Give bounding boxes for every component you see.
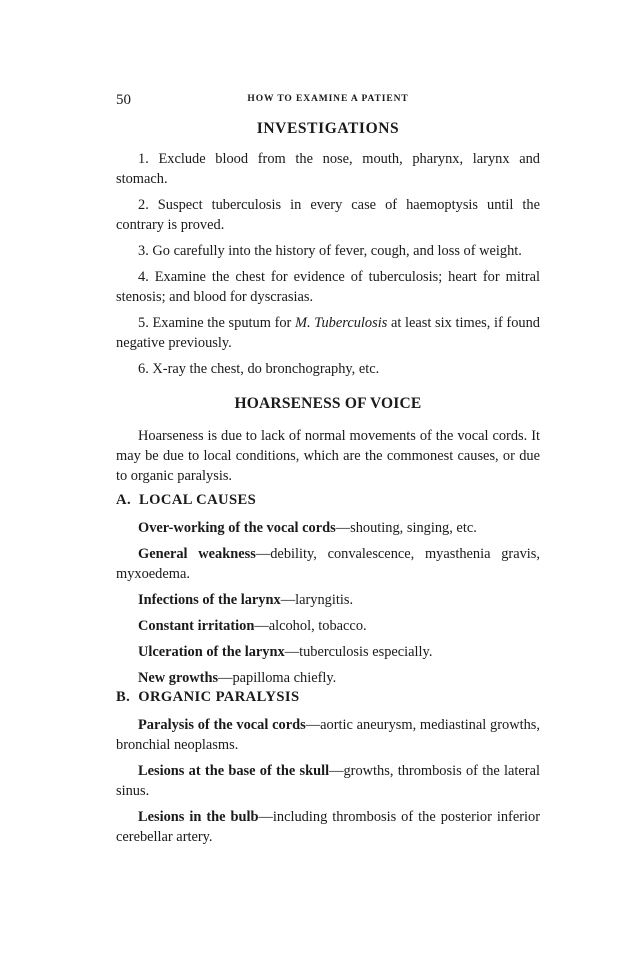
cause-desc: —tuberculosis especially. bbox=[284, 644, 433, 660]
local-cause-item bbox=[116, 518, 540, 538]
investigations-section bbox=[116, 120, 540, 379]
investigations-title: INVESTIGATIONS bbox=[256, 120, 400, 137]
investigation-item-5 bbox=[116, 313, 540, 353]
organic-paralysis-heading bbox=[116, 689, 540, 706]
cause-term: Infections of the larynx bbox=[138, 592, 281, 608]
cause-term: Constant irritation bbox=[138, 618, 255, 634]
cause-desc: —debility, convalescence, myasthenia gravis, myxoedema. bbox=[116, 546, 540, 582]
cause-desc: —alcohol, tobacco. bbox=[254, 618, 367, 634]
cause-term: Over-working of the vocal cords bbox=[138, 520, 336, 536]
cause-desc: —laryngitis. bbox=[280, 592, 354, 608]
paralysis-cause-item bbox=[116, 761, 540, 801]
local-cause-item bbox=[116, 616, 540, 636]
organic-paralysis-letter: B. bbox=[116, 689, 131, 705]
investigation-item-1: 1. Exclude blood from the nose, mouth, pharynx, larynx and stomach. bbox=[116, 151, 540, 187]
investigation-item-3: 3. Go carefully into the history of fever, cough, and loss of weight. bbox=[138, 243, 522, 259]
investigation-item-5-before: 5. Examine the sputum for bbox=[138, 315, 296, 331]
paralysis-cause-item bbox=[116, 715, 540, 755]
investigation-item-6: 6. X-ray the chest, do bronchography, etc. bbox=[138, 361, 380, 377]
local-cause-item bbox=[116, 590, 540, 610]
local-causes-letter: A. bbox=[116, 492, 131, 508]
cause-term: New growths bbox=[138, 670, 219, 686]
cause-term: Ulceration of the larynx bbox=[138, 644, 285, 660]
cause-term: Paralysis of the vocal cords bbox=[138, 717, 306, 733]
page-number: 50 bbox=[116, 92, 131, 108]
cause-desc: —aortic aneurysm, mediastinal growths, bronchial neoplasms. bbox=[116, 717, 540, 753]
local-cause-item bbox=[116, 544, 540, 584]
page-header bbox=[116, 92, 540, 112]
cause-term: Lesions in the bulb bbox=[138, 809, 259, 825]
organic-paralysis-title: ORGANIC PARALYSIS bbox=[138, 689, 300, 705]
local-cause-item bbox=[116, 668, 540, 688]
hoarseness-section bbox=[116, 395, 540, 486]
hoarseness-title: HOARSENESS OF VOICE bbox=[234, 395, 422, 412]
cause-term: General weakness bbox=[138, 546, 256, 562]
cause-term: Lesions at the base of the skull bbox=[138, 763, 330, 779]
hoarseness-intro: Hoarseness is due to lack of normal movements of the vocal cords. It may be due to local conditions, which are the commonest causes, or due to organic paralysis. bbox=[116, 428, 540, 484]
cause-desc: —including thrombosis of the posterior inferior cerebellar artery. bbox=[116, 809, 540, 845]
investigation-item-4: 4. Examine the chest for evidence of tuberculosis; heart for mitral stenosis; and blood for dyscrasias. bbox=[116, 269, 540, 305]
local-cause-item bbox=[116, 642, 540, 662]
running-title: HOW TO EXAMINE A PATIENT bbox=[247, 94, 409, 104]
investigation-item-2: 2. Suspect tuberculosis in every case of haemoptysis until the contrary is proved. bbox=[116, 197, 540, 233]
investigation-item-5-after: at least six times, if found negative previously. bbox=[116, 315, 540, 351]
local-causes-section bbox=[116, 492, 540, 688]
organic-paralysis-section bbox=[116, 689, 540, 847]
local-causes-heading bbox=[116, 492, 540, 509]
local-causes-title: LOCAL CAUSES bbox=[139, 492, 257, 508]
cause-desc: —papilloma chiefly. bbox=[218, 670, 337, 686]
cause-desc: —growths, thrombosis of the lateral sinus. bbox=[116, 763, 540, 799]
cause-desc: —shouting, singing, etc. bbox=[335, 520, 477, 536]
organism-name: M. Tuberculosis bbox=[295, 315, 388, 331]
paralysis-cause-item bbox=[116, 807, 540, 847]
